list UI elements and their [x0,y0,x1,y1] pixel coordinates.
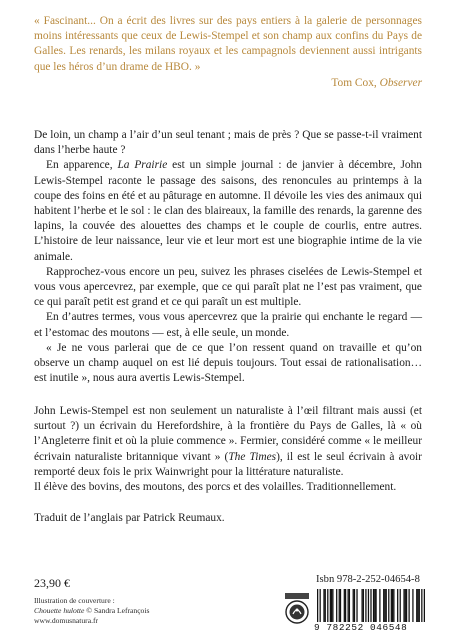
barcode-bar [345,589,346,625]
barcode-bar [419,589,420,625]
barcode-bar [336,589,337,625]
barcode-bar [416,589,417,625]
barcode-bar [332,589,333,625]
price: 23,90 € [34,576,70,590]
barcode-bar [379,589,380,625]
barcode-bar [374,589,375,625]
barcode-bar [327,589,328,625]
barcode-bar [421,589,422,625]
barcode-bar [331,589,332,625]
barcode-bar [375,589,376,625]
barcode-bar [424,589,425,625]
barcode-bar [330,589,331,625]
description-paragraph: De loin, un champ a l’air d’un seul tenant ; mais de près ? Que se passe-t-il vraiment dans l’herbe haute ? [34,129,422,157]
barcode-bar [354,589,355,625]
cover-credits [34,596,214,626]
barcode-bar [393,589,394,625]
description-paragraph: Rapprochez-vous encore un peu, suivez les phrases ciselées de Lewis-Stempel et vous vous apercevrez, par exemple, que ce qui paraît plat ne l’est pas vraiment, que ce qui paraît petit est grand et ce qui paraît un est multiple. [34,265,422,309]
barcode-bar [340,589,341,625]
bio-publication: The Times [228,450,277,463]
barcode-bar [339,589,340,625]
description-paragraph [34,158,422,264]
barcode-bar [320,589,321,625]
barcode-bar [400,589,401,625]
illustration-title: Chouette hulotte [34,606,85,615]
bio-paragraph [34,404,422,480]
bio-paragraph: Il élève des bovins, des moutons, des porcs et des volailles. Traditionnellement. [34,481,397,494]
quote-publication: Observer [379,76,422,89]
barcode-bar [386,589,387,625]
barcode-bar [317,589,318,625]
book-description [34,128,422,386]
barcode-bar [388,589,389,625]
barcode-bar [412,589,413,625]
barcode-bar [361,589,362,625]
barcode-bar [392,589,393,625]
barcode-bar [325,589,326,625]
author-bio [34,404,422,526]
description-paragraph: « Je ne vous parlerai que de ce que l’on ressent quand on travaille et qu’on observe un champ auquel on est lié depuis toujours. Tout essai de rationalisation… est inutile », nous aura avertis Lewis-Stempel. [34,341,422,385]
quote-author: Tom Cox, [331,76,380,89]
press-quote [34,14,422,91]
barcode-bar [408,589,409,625]
illustration-artist: © Sandra Lefrançois [84,606,150,615]
press-quote-attribution [34,76,422,91]
barcode-bar [405,589,406,625]
barcode-bar [347,589,348,625]
barcode-bar [353,589,354,625]
barcode-bar [397,589,398,625]
description-text: En apparence, [46,159,118,172]
press-quote-text: « Fascinant... On a écrit des livres sur des pays entiers à la galerie de personnages moins intéressants que ceux de Lewis-Stempel et son champ aux confins du Pays de Galles. Les renards, les milans royaux et les campagnols deviennent aussi intrigants que les héros d’un drame de HBO. » [34,15,422,73]
barcode-bar [363,589,364,625]
barcode-bar [349,589,350,625]
publisher-seal-icon [284,592,310,626]
barcode-digits: 9 782252 046548 [314,622,428,633]
barcode-bar [370,589,371,625]
barcode-bar [417,589,418,625]
bio-text: ), il est le seul écrivain à avoir remporté deux fois le prix Wainwright pour la littérature naturaliste. [34,450,422,478]
publisher-website: www.domusnatura.fr [34,616,99,625]
barcode-bar [391,589,392,625]
description-text: est un simple journal : de janvier à décembre, John Lewis-Stempel raconte le passage des saisons, des renoncules au printemps à la coupe des foins en été et au pâturage en automne. Il dévoile les vies des animaux qui habitent l’herbe et le sol : le clan des blaireaux, la famille des renards, la garenne des lapins, la couvée des alouettes des champs et le couple de courlis, entre autres. L’histoire de leur naissance, leur vie et leur mort est une biographie intime de la vie animale. [34,159,423,263]
barcode-bar [368,589,369,625]
translator-credit: Traduit de l’anglais par Patrick Reumaux. [34,512,225,525]
barcode-bar [403,589,404,625]
barcode-bar [373,589,374,625]
credit-illustration [34,606,214,616]
barcode-bar [344,589,345,625]
credit-label: Illustration de couverture : [34,596,115,605]
barcode-bar [323,589,324,625]
barcode-bar [384,589,385,625]
barcode-bar [383,589,384,625]
book-title: La Prairie [117,159,168,172]
bio-text: John Lewis-Stempel est non seulement un naturaliste à l’œil filtrant mais aussi (et surtout ?) un écrivain du Herefordshire, à la frontière du Pays de Galles, là « où l’Angleterre finit et où la pluie commence ». Fermier, considéré comme « le meilleur écrivain naturaliste britannique vivant » ( [34,405,422,463]
barcode-bar [356,589,357,625]
isbn: Isbn 978-2-252-04654-8 [316,574,420,585]
barcode-bar [406,589,407,625]
description-paragraph: En d’autres termes, vous vous apercevrez que la prairie qui enchante le regard — et l’estomac des moutons — est, à elle seule, un monde. [34,311,422,339]
barcode-bar [365,589,366,625]
